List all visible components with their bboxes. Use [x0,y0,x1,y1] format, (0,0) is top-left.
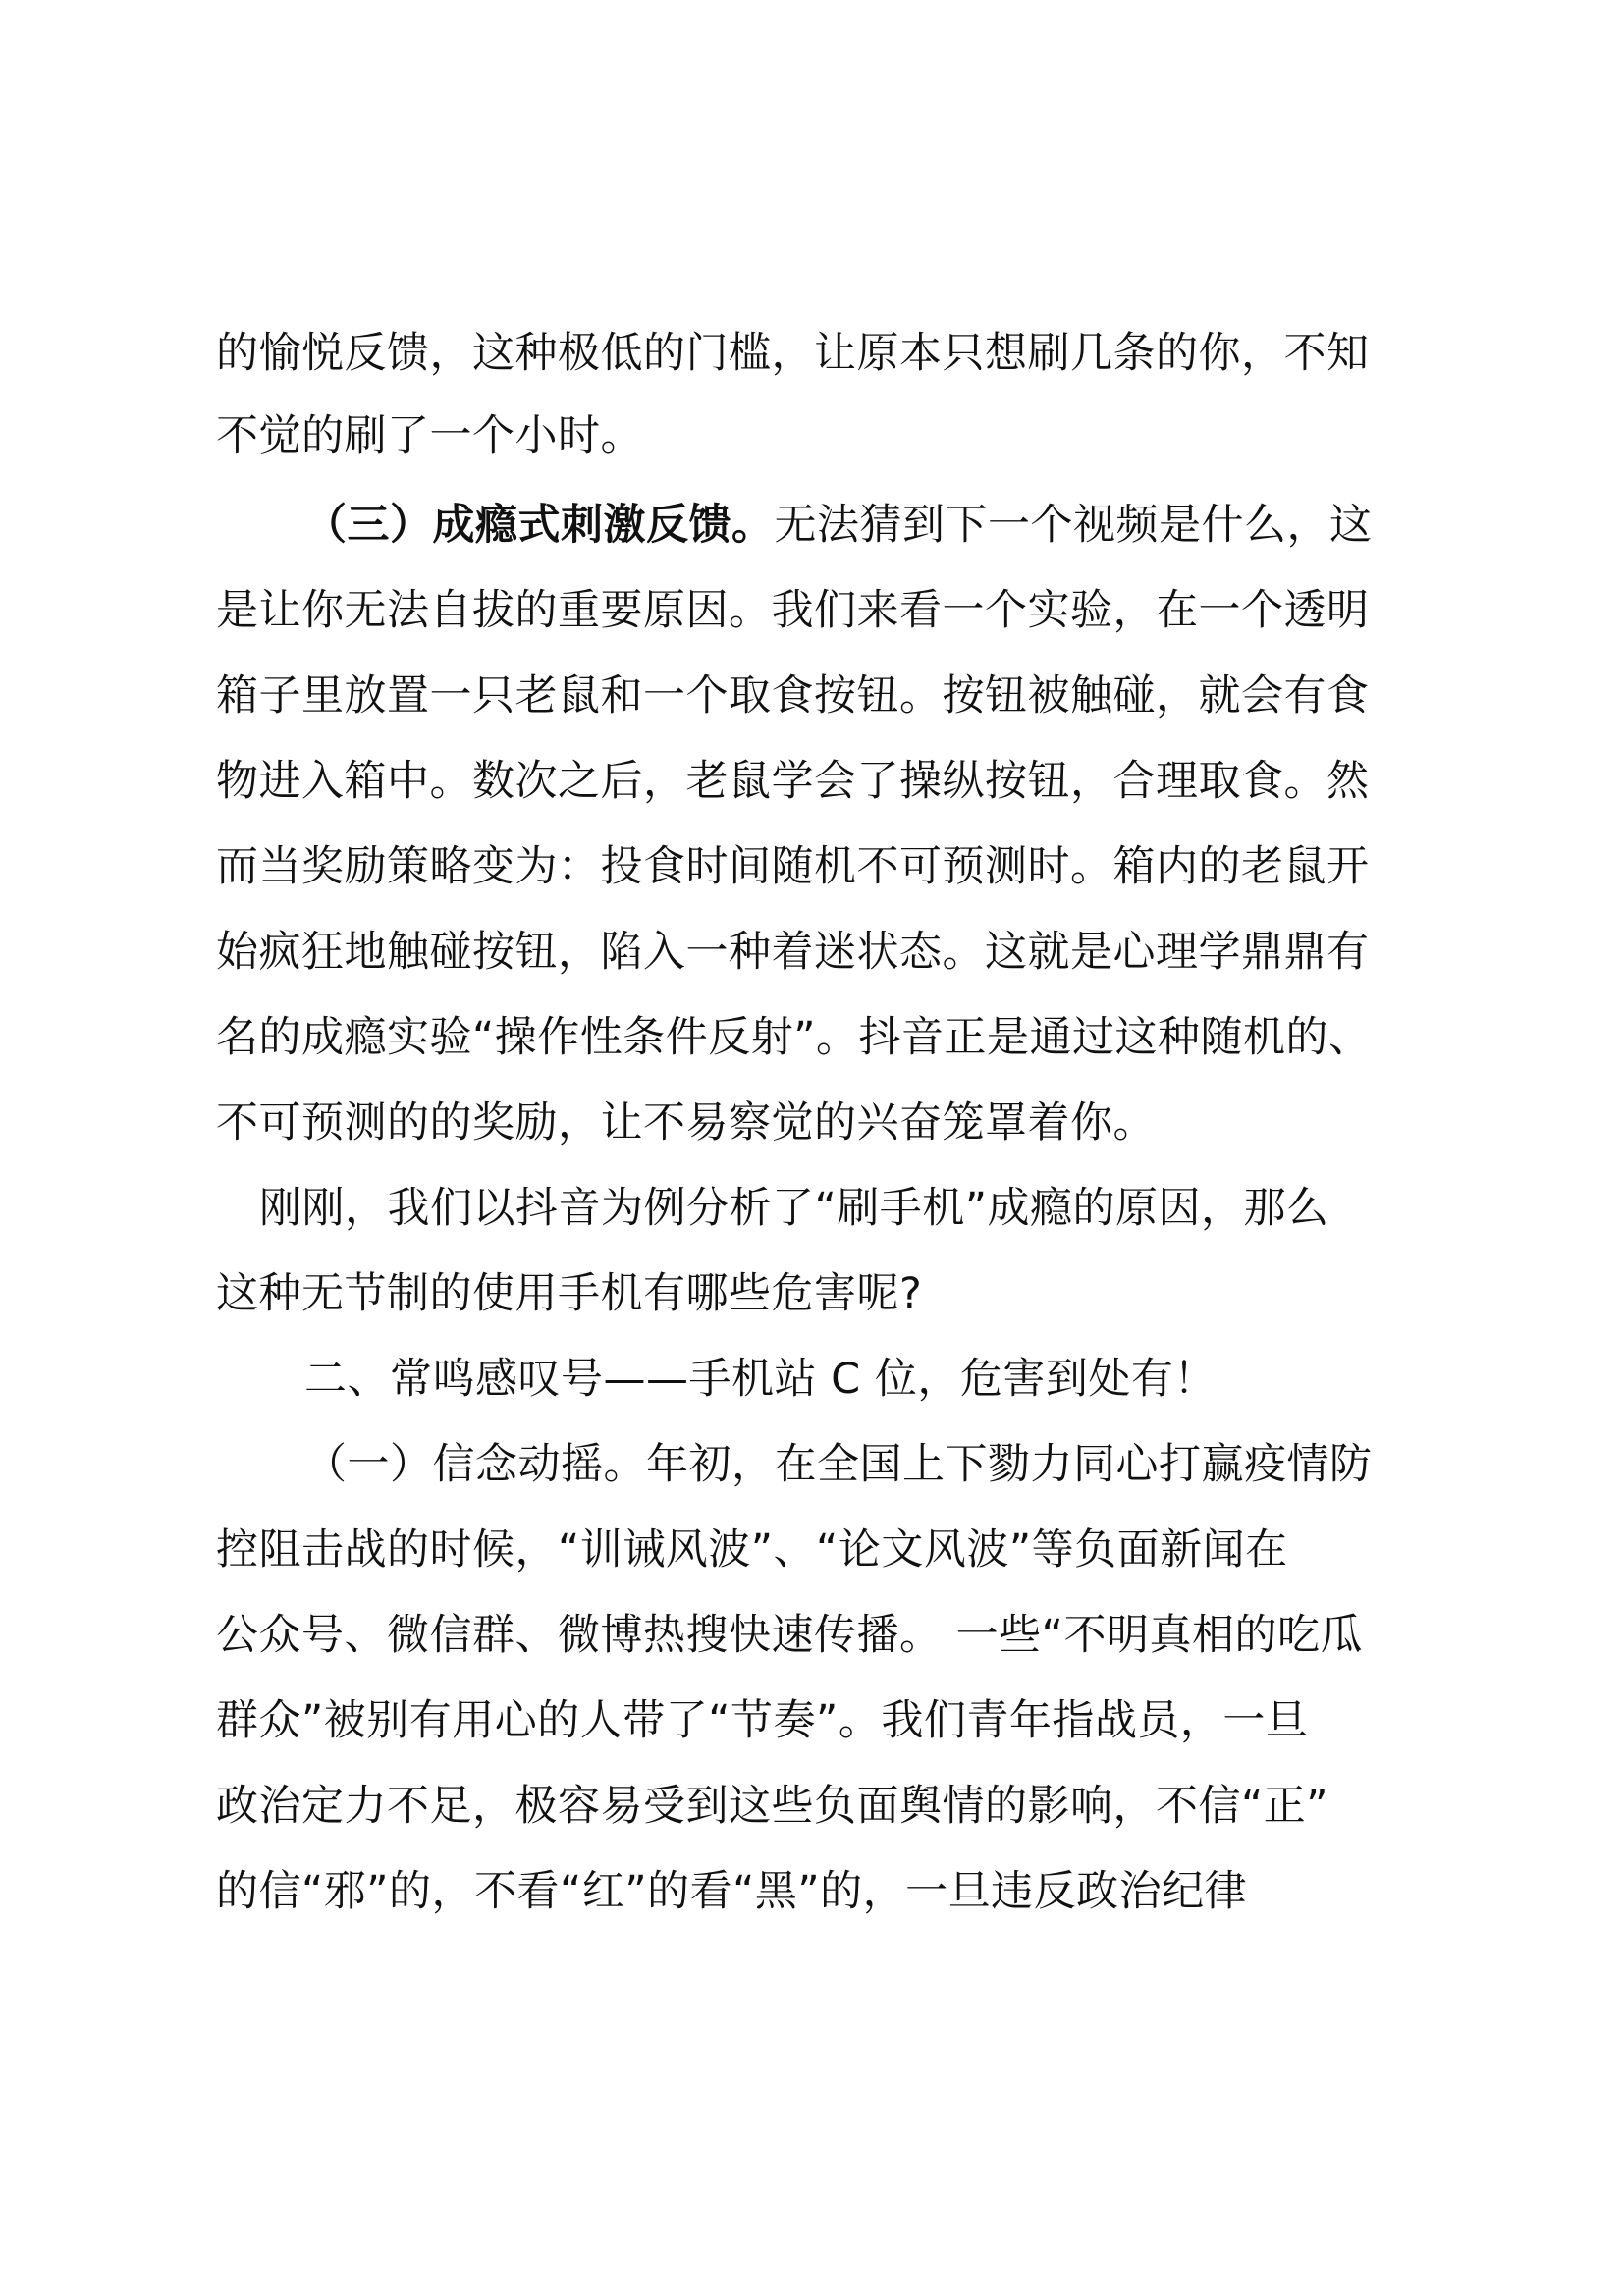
section-three-line-5: 而当奖励策略变为：投食时间随机不可预测时。箱内的老鼠开 [216,842,1370,891]
subsection-one-line-2: 控阻击战的时候，“训诫风波”、“论文风波”等负面新闻在 [216,1525,1288,1575]
subsection-one-line-4: 群众”被别有用心的人带了“节奏”。我们青年指战员，一旦 [216,1696,1309,1745]
section-three-line-1-text: 无法猜到下一个视频是什么，这 [774,501,1373,550]
paragraph-feedback-line-1: 的愉悦反馈，这种极低的门槛，让原本只想刷几条的你，不知 [216,329,1370,378]
paragraph-feedback-line-2: 不觉的刷了一个小时。 [216,411,643,460]
section-three-line-4: 物进入箱中。数次之后，老鼠学会了操纵按钮，合理取食。然 [216,757,1370,806]
section-three-line-1 [304,496,1373,555]
section-three-heading: （三）成瘾式刺激反馈。 [304,501,775,550]
section-three-line-3: 箱子里放置一只老鼠和一个取食按钮。按钮被触碰，就会有食 [216,671,1370,721]
section-three-line-6: 始疯狂地触碰按钮，陷入一种着迷状态。这就是心理学鼎鼎有 [216,928,1370,977]
subsection-one-line-1: （一）信念动摇。年初，在全国上下勠力同心打赢疫情防 [304,1440,1373,1489]
section-three-line-7: 名的成瘾实验“操作性条件反射”。抖音正是通过这种随机的、 [216,1013,1372,1062]
section-two-heading: 二、常鸣感叹号——手机站 C 位，危害到处有！ [304,1355,1217,1404]
subsection-one-line-5: 政治定力不足，极容易受到这些负面舆情的影响，不信“正” [216,1782,1329,1831]
subsection-one-line-6: 的信“邪”的，不看“红”的看“黑”的，一旦违反政治纪律 [216,1867,1248,1916]
section-three-line-2: 是让你无法自拔的重要原因。我们来看一个实验，在一个透明 [216,586,1370,635]
subsection-one-line-3: 公众号、微信群、微博热搜快速传播。 一些“不明真相的吃瓜 [216,1611,1363,1660]
transition-line-1: 刚刚，我们以抖音为例分析了“刷手机”成瘾的原因，那么 [259,1184,1329,1233]
transition-line-2: 这种无节制的使用手机有哪些危害呢? [216,1269,923,1318]
section-three-line-8: 不可预测的的奖励，让不易察觉的兴奋笼罩着你。 [216,1098,1156,1148]
